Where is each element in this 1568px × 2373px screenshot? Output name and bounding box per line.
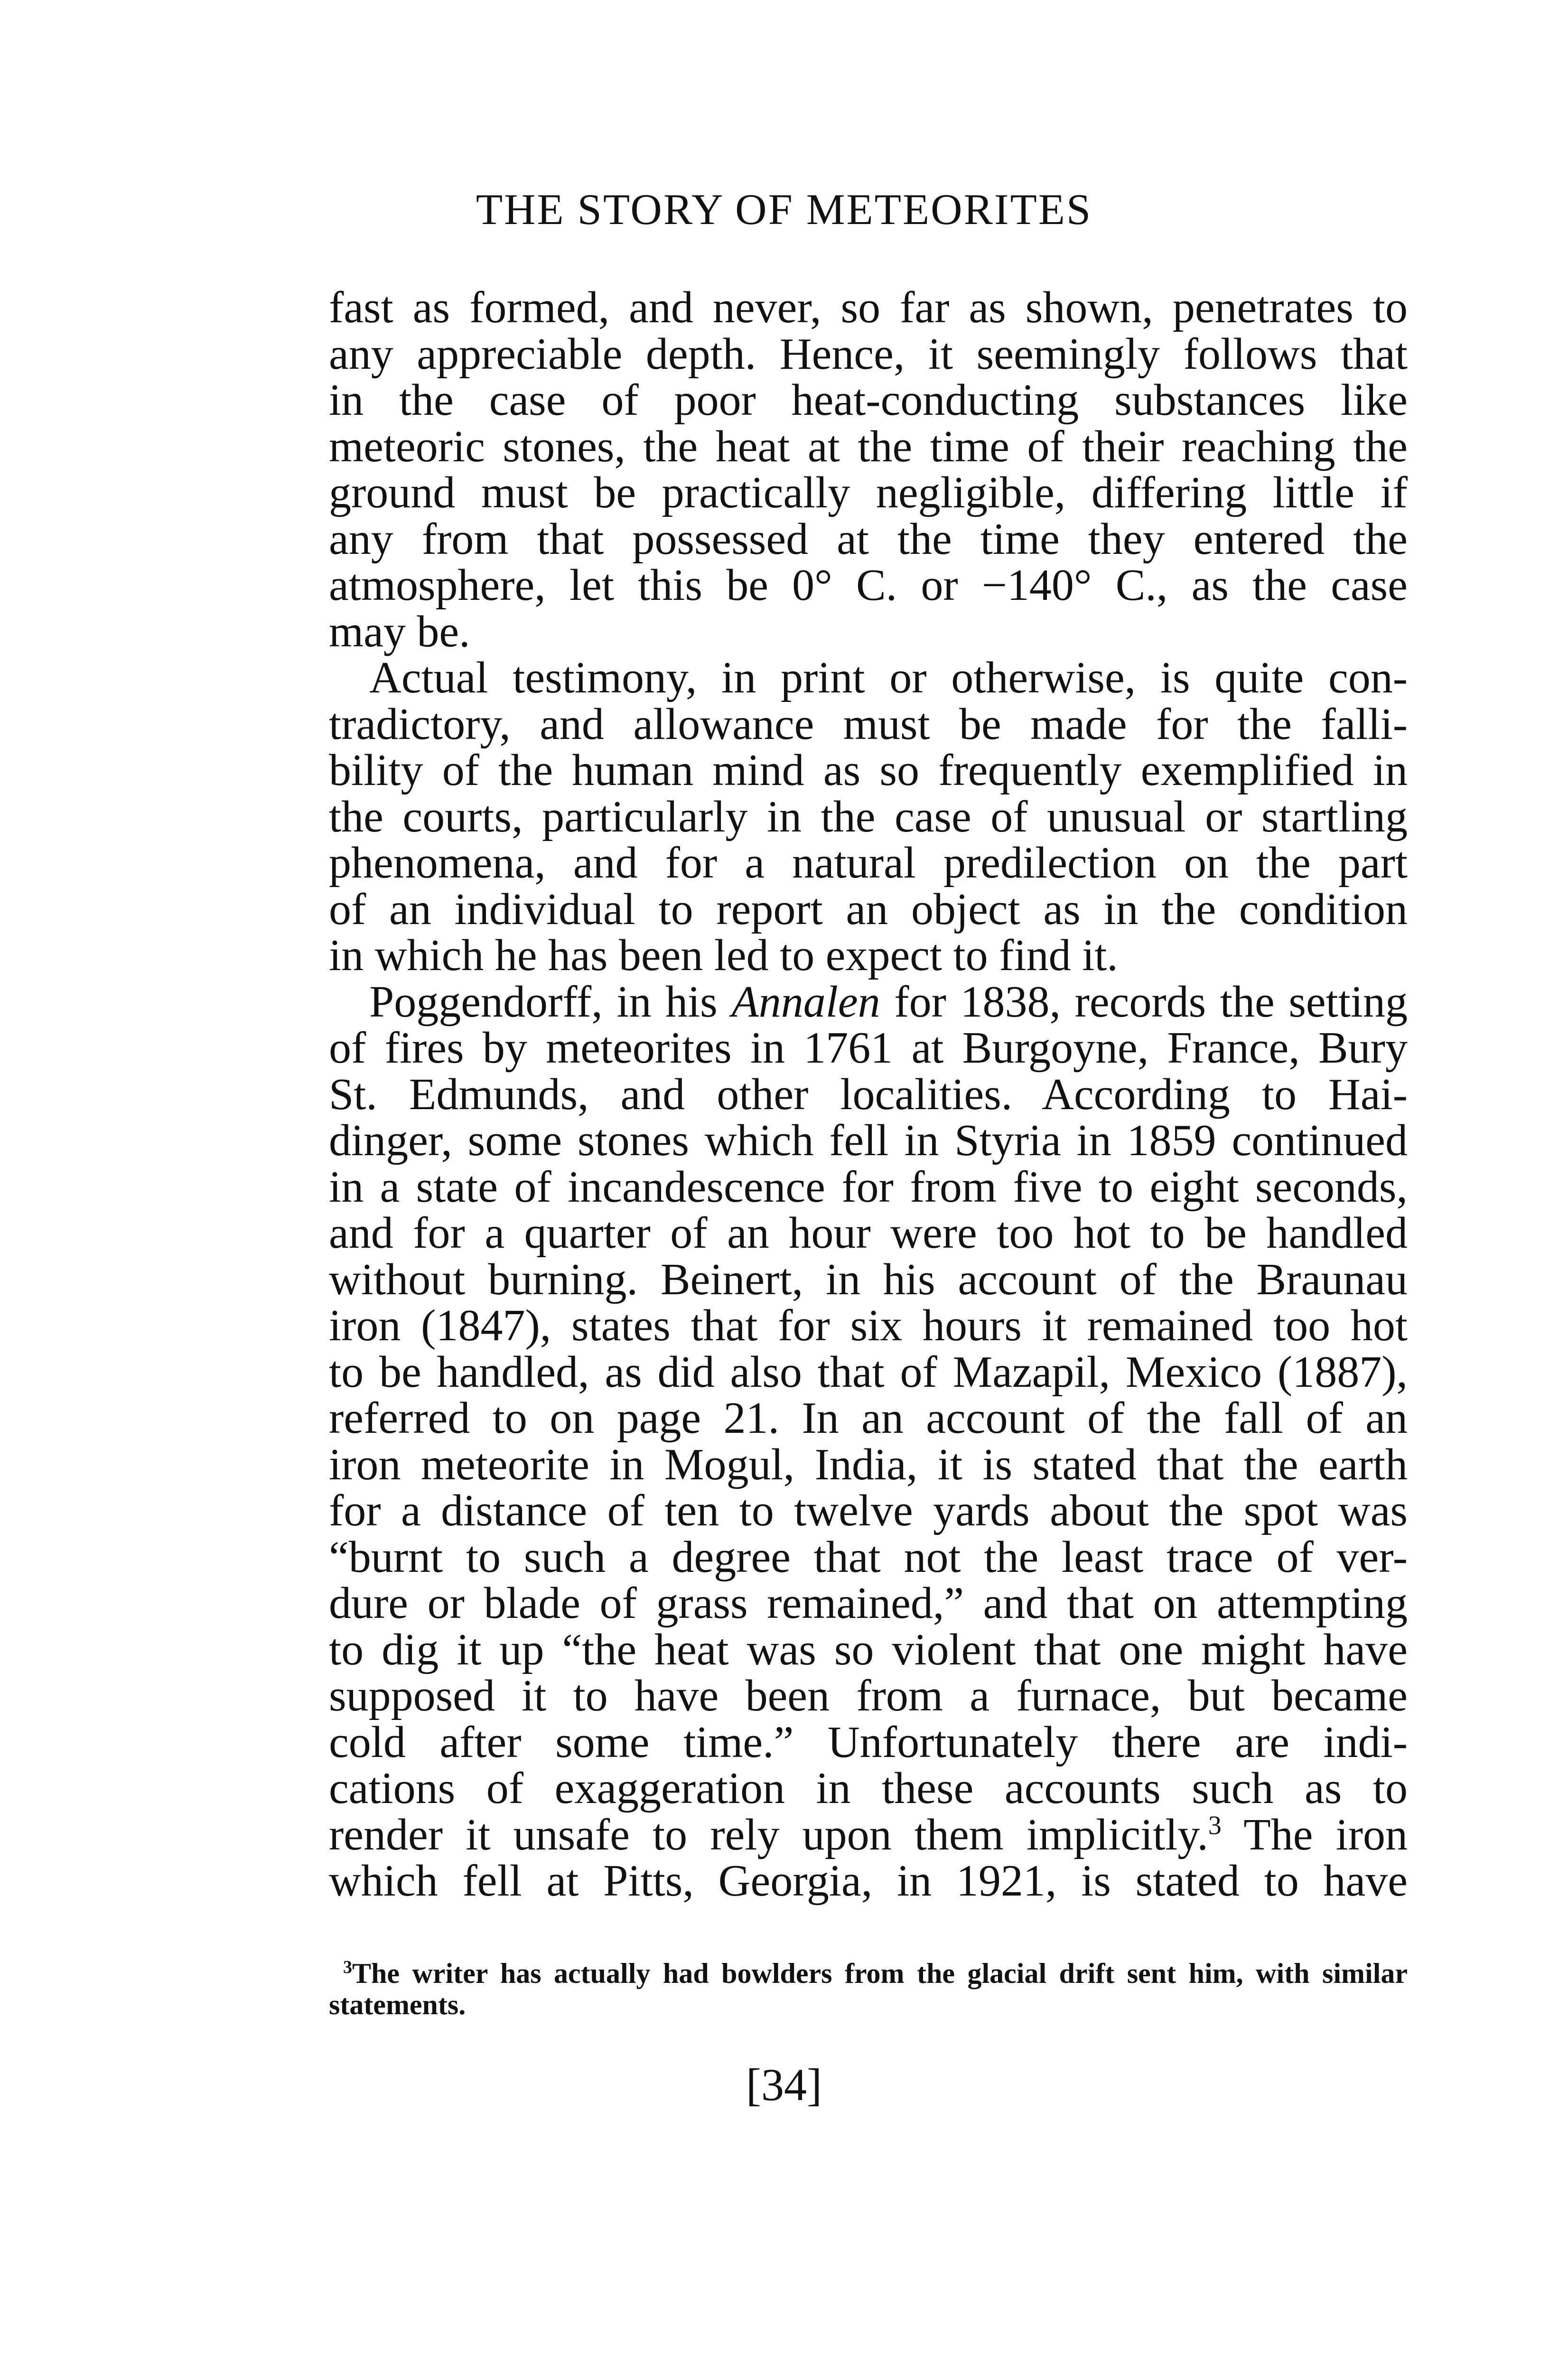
- text-line: without burning. Beinert, in his account of the Braunau: [329, 1254, 1408, 1304]
- text-line: bility of the human mind as so frequently exemplified in: [329, 746, 1408, 795]
- text-line: cations of exaggeration in these accounts such as to: [329, 1764, 1408, 1813]
- text-line: in which he has been led to expect to find it.: [329, 931, 1118, 980]
- text-line: to dig it up “the heat was so violent that one might have: [329, 1625, 1408, 1674]
- text-line: ground must be practically negligible, differing little if: [329, 468, 1408, 517]
- text-line: meteoric stones, the heat at the time of their reaching the: [329, 421, 1408, 471]
- footnote-reference[interactable]: 3: [1208, 1811, 1222, 1840]
- text-fragment: Poggendorff, in his: [369, 977, 718, 1027]
- text-line: in a state of incandescence for from five to eight seconds,: [329, 1162, 1408, 1212]
- paragraph-first-line: [329, 979, 1408, 1026]
- text-line: iron (1847), states that for six hours it remained too hot: [329, 1301, 1408, 1350]
- text-line: for a distance of ten to twelve yards about the spot was: [329, 1486, 1408, 1535]
- footnote-marker: 3: [343, 1957, 352, 1977]
- page-number: [34]: [746, 2059, 822, 2110]
- text-line: St. Edmunds, and other localities. According to Hai-: [329, 1069, 1408, 1119]
- text-fragment: render it unsafe to rely upon them implicitly.: [329, 1810, 1208, 1859]
- text-line: iron meteorite in Mogul, India, it is stated that the earth: [329, 1439, 1408, 1489]
- footnote: [329, 1958, 1408, 2020]
- text-line: may be.: [329, 607, 470, 656]
- text-line: atmosphere, let this be 0° C. or −140° C., as the case: [329, 561, 1408, 610]
- text-line: in the case of poor heat-conducting substances like: [329, 375, 1408, 425]
- italic-title: Annalen: [731, 977, 880, 1027]
- text-line: of fires by meteorites in 1761 at Burgoyne, France, Bury: [329, 1023, 1408, 1073]
- text-line: of an individual to report an object as in the condition: [329, 884, 1408, 934]
- text-line: phenomena, and for a natural predilection on the part: [329, 838, 1408, 888]
- text-line: cold after some time.” Unfortunately there are indi-: [329, 1717, 1408, 1767]
- text-line: which fell at Pitts, Georgia, in 1921, is stated to have: [329, 1856, 1408, 1906]
- running-head: THE STORY OF METEORITES: [476, 185, 1092, 234]
- text-line: [329, 1812, 1408, 1859]
- text-line: referred to on page 21. In an account of the fall of an: [329, 1393, 1408, 1443]
- text-line: to be handled, as did also that of Mazapil, Mexico (1887),: [329, 1347, 1408, 1397]
- text-fragment: for 1838, records the setting: [880, 977, 1408, 1027]
- text-line: the courts, particularly in the case of unusual or startling: [329, 792, 1408, 841]
- text-line: fast as formed, and never, so far as shown, penetrates to: [329, 283, 1408, 332]
- footnote-line: [329, 1958, 1408, 1989]
- body-text: [329, 285, 1408, 1905]
- text-line: any from that possessed at the time they entered the: [329, 514, 1408, 564]
- text-line: dinger, some stones which fell in Styria in 1859 continued: [329, 1116, 1408, 1165]
- text-line: supposed it to have been from a furnace, but became: [329, 1671, 1408, 1720]
- paragraph-first-line: Actual testimony, in print or otherwise, is quite con-: [369, 653, 1408, 702]
- text-line: “burnt to such a degree that not the least trace of ver-: [329, 1532, 1408, 1582]
- text-fragment: The iron: [1221, 1810, 1408, 1859]
- text-line: and for a quarter of an hour were too hot to be handled: [329, 1208, 1408, 1258]
- text-line: any appreciable depth. Hence, it seemingly follows that: [329, 329, 1408, 379]
- text-line: dure or blade of grass remained,” and that on attempting: [329, 1579, 1408, 1628]
- text-line: tradictory, and allowance must be made for the falli-: [329, 699, 1408, 749]
- text-fragment: The writer has actually had bowlders from the glacial drift sent him, with similar: [352, 1958, 1408, 1989]
- footnote-line: statements.: [329, 1989, 466, 2020]
